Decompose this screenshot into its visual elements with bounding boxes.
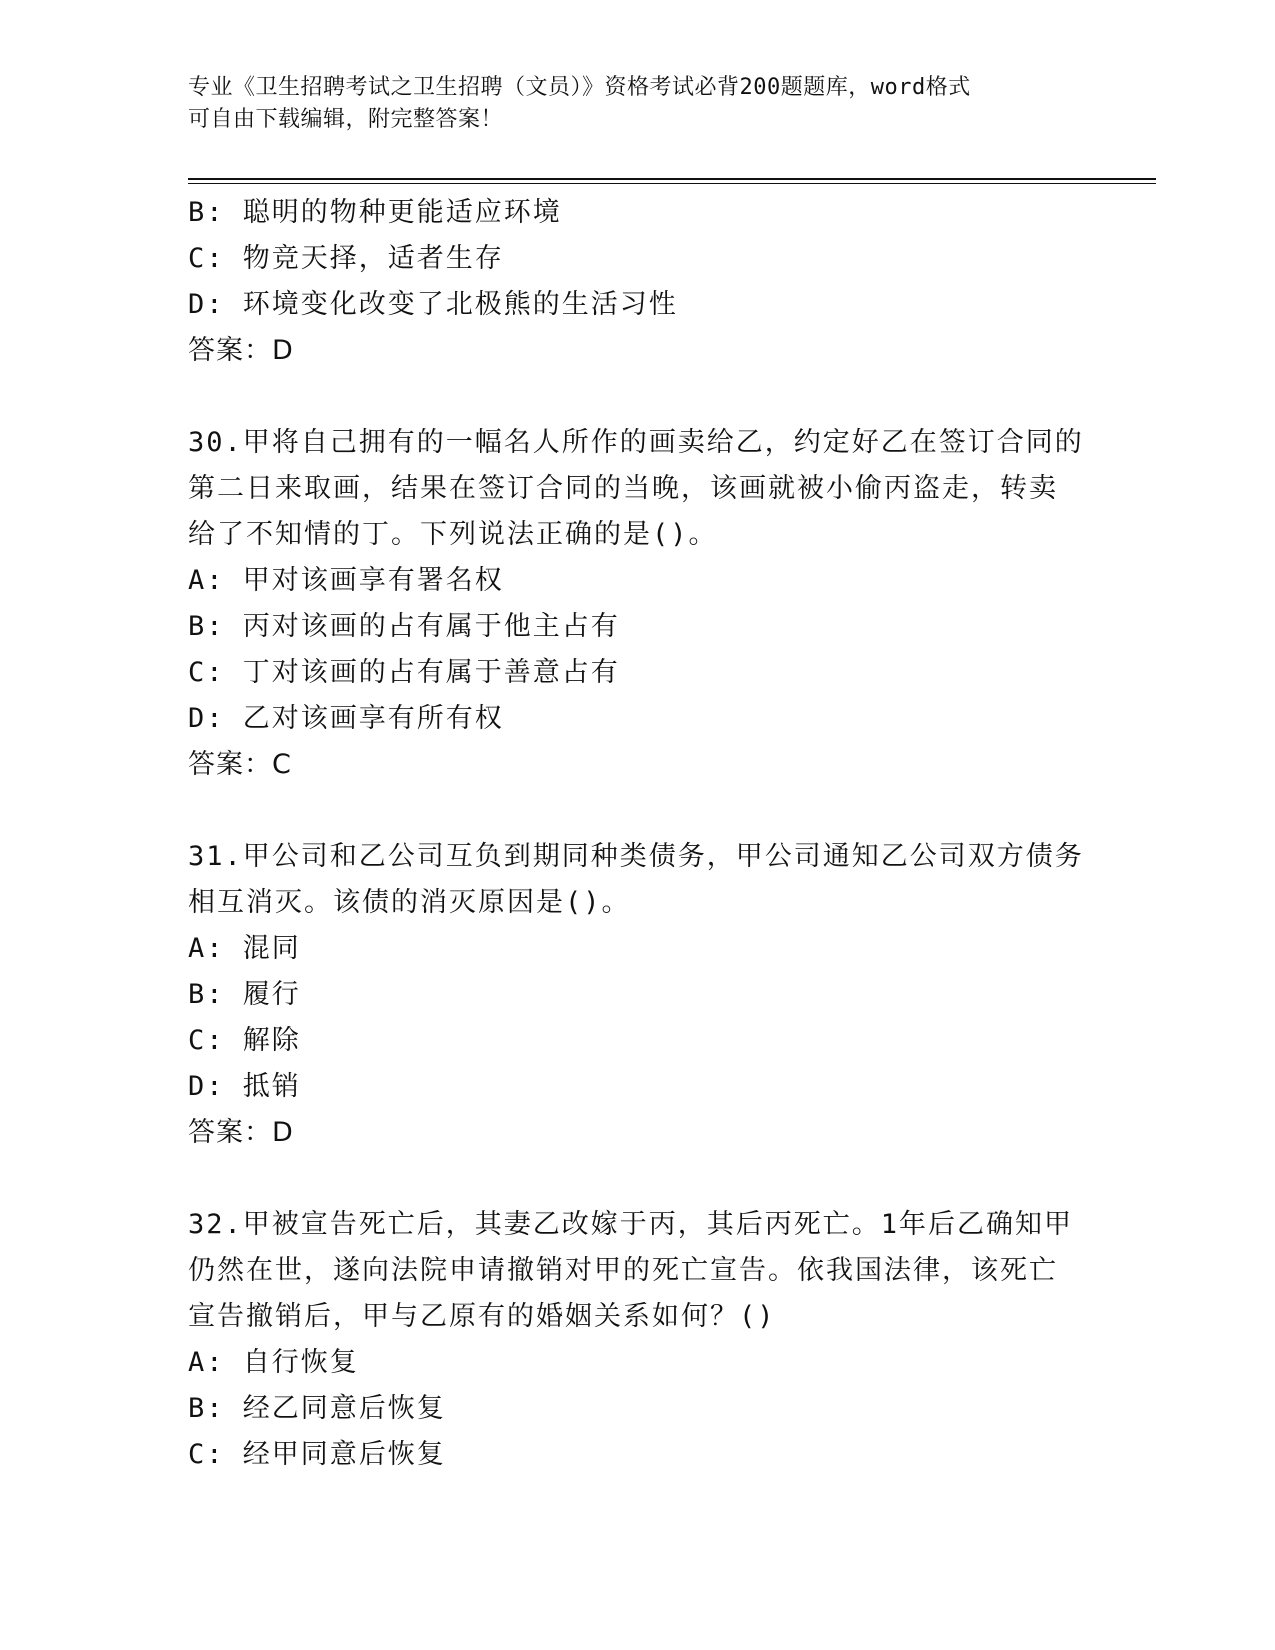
question-text: 31.甲公司和乙公司互负到期同种类债务，甲公司通知乙公司双方债务 bbox=[188, 841, 1084, 872]
answer: 答案：C bbox=[188, 749, 292, 780]
option-d: D: 抵销 bbox=[188, 1071, 301, 1102]
option-c: C: 经甲同意后恢复 bbox=[188, 1439, 446, 1470]
option-a: A: 甲对该画享有署名权 bbox=[188, 565, 504, 596]
question-text: 32.甲被宣告死亡后，其妻乙改嫁于丙，其后丙死亡。1年后乙确知甲 bbox=[188, 1209, 1074, 1240]
question-text: 30.甲将自己拥有的一幅名人所作的画卖给乙，约定好乙在签订合同的 bbox=[188, 427, 1084, 458]
question-text: 第二日来取画，结果在签订合同的当晚，该画就被小偷丙盗走，转卖 bbox=[188, 473, 1058, 504]
option-b: B: 经乙同意后恢复 bbox=[188, 1393, 446, 1424]
option-c: C: 解除 bbox=[188, 1025, 301, 1056]
option-d: D: 环境变化改变了北极熊的生活习性 bbox=[188, 289, 678, 320]
header-line-2: 可自由下载编辑，附完整答案！ bbox=[188, 107, 504, 132]
answer: 答案：D bbox=[188, 1117, 294, 1148]
question-30 bbox=[188, 420, 1088, 788]
question-31 bbox=[188, 834, 1088, 1156]
question-text: 仍然在世，遂向法院申请撤销对甲的死亡宣告。依我国法律，该死亡 bbox=[188, 1255, 1058, 1286]
question-text: 给了不知情的丁。下列说法正确的是()。 bbox=[188, 519, 718, 550]
option-b: B: 聪明的物种更能适应环境 bbox=[188, 197, 562, 228]
question-text: 宣告撤销后，甲与乙原有的婚姻关系如何？() bbox=[188, 1301, 776, 1332]
answer: 答案：D bbox=[188, 335, 294, 366]
question-29-tail bbox=[188, 190, 1088, 374]
option-c: C: 物竞天择，适者生存 bbox=[188, 243, 504, 274]
question-list bbox=[188, 190, 1088, 1478]
option-a: A: 自行恢复 bbox=[188, 1347, 359, 1378]
question-text: 相互消灭。该债的消灭原因是()。 bbox=[188, 887, 631, 918]
header-divider bbox=[188, 178, 1156, 184]
header-line-1: 专业《卫生招聘考试之卫生招聘（文员）》资格考试必背200题题库，word格式 bbox=[188, 75, 971, 100]
question-32 bbox=[188, 1202, 1088, 1478]
document-header bbox=[188, 72, 1068, 136]
option-b: B: 履行 bbox=[188, 979, 301, 1010]
option-b: B: 丙对该画的占有属于他主占有 bbox=[188, 611, 620, 642]
option-c: C: 丁对该画的占有属于善意占有 bbox=[188, 657, 620, 688]
option-d: D: 乙对该画享有所有权 bbox=[188, 703, 504, 734]
option-a: A: 混同 bbox=[188, 933, 301, 964]
